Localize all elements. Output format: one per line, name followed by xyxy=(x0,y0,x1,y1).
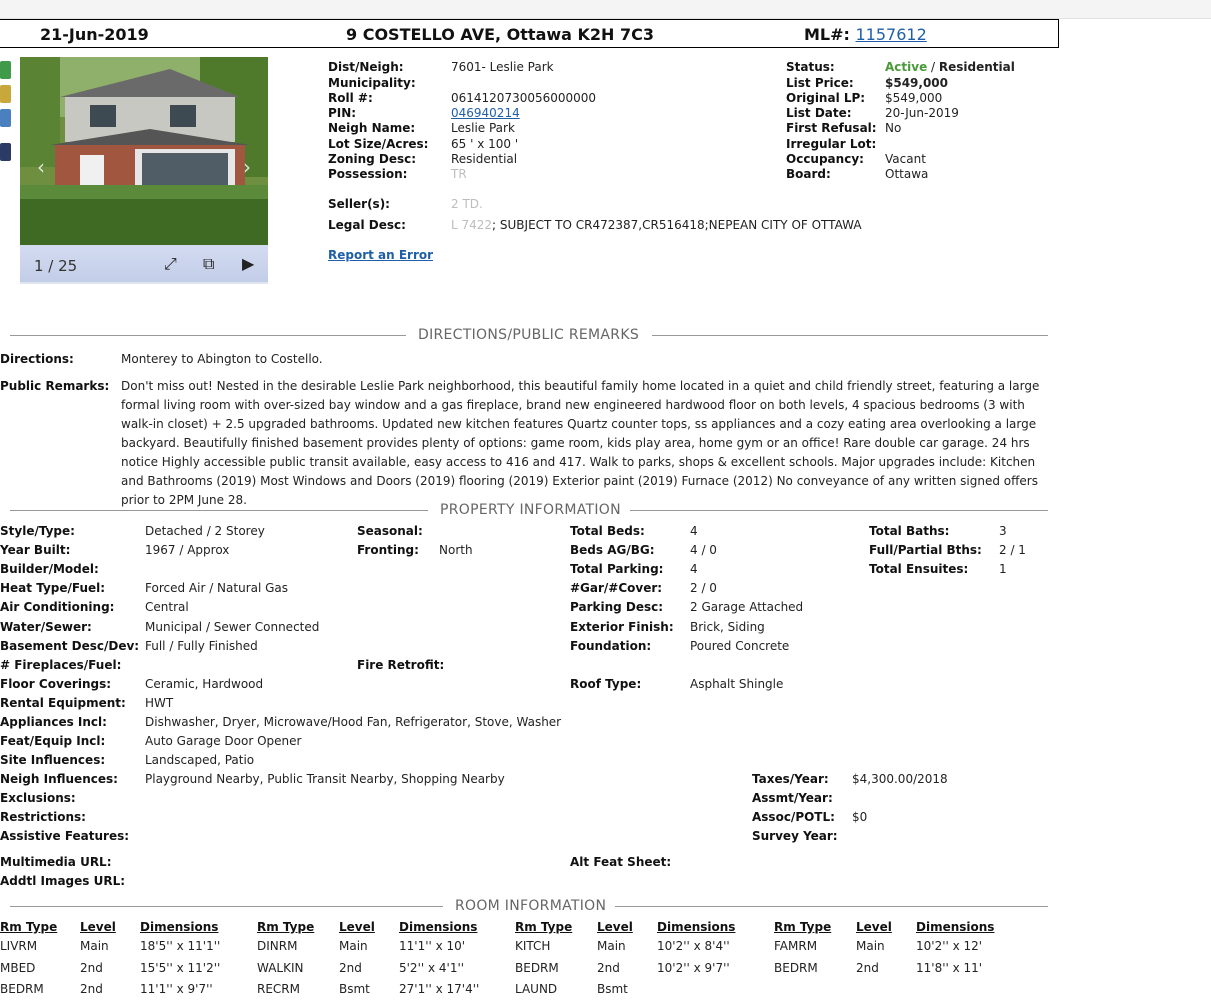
public-remarks-value: Don't miss out! Nested in the desirable Leslie Park neighborhood, this beautiful family home located in a quiet and child friendly street, featuring a large formal living room with over-sized bay window and a gas fireplace, brand new engineered hardwood floor on both levels, 4 spacious bedrooms (3 with walk-in closet) + 2.5 upgraded bathrooms. Updated new kitchen features Quartz counter tops, ss appliances and a cozy eating area overlooking a large backyard. Beautifully finished basement provides plenty of options: game room, kids play area, home gym or an office! Rare double car garage. 24 hrs notice Highly accessible public transit available, easy access to 416 and 417. Walk to parks, shops & excellent schools. Major upgrades include: Kitchen and Bathrooms (2019) Most Windows and Doors (2019) flooring (2019) Exterior paint (2019) Furnace (2012) No conveyance of any written signed offers prior to 2PM June 28. xyxy=(121,379,1040,507)
room-level-header: Level xyxy=(339,920,375,934)
status-active: Active xyxy=(885,60,928,74)
parking-desc-label: Parking Desc: xyxy=(570,600,664,614)
section-divider xyxy=(652,335,1048,336)
room-type: KITCH xyxy=(515,939,551,953)
foundation-label: Foundation: xyxy=(570,639,652,653)
property-section-title: PROPERTY INFORMATION xyxy=(440,502,621,518)
foundation-value: Poured Concrete xyxy=(690,639,790,653)
section-divider xyxy=(615,906,1048,907)
directions-section-header xyxy=(0,327,1050,343)
list-price-value: $549,000 xyxy=(885,76,949,90)
feat-equip-value: Auto Garage Door Opener xyxy=(145,734,302,748)
room-dims-header: Dimensions xyxy=(657,920,736,934)
room-dims-header: Dimensions xyxy=(399,920,478,934)
assmt-year-label: Assmt/Year: xyxy=(752,791,833,805)
neigh-name-label: Neigh Name: xyxy=(328,121,416,135)
exclusions-label: Exclusions: xyxy=(0,791,76,805)
air-conditioning-label: Air Conditioning: xyxy=(0,600,115,614)
total-beds-label: Total Beds: xyxy=(570,524,645,538)
total-parking-label: Total Parking: xyxy=(570,562,664,576)
site-influences-label: Site Influences: xyxy=(0,753,106,767)
air-conditioning-value: Central xyxy=(145,600,189,614)
municipality-label: Municipality: xyxy=(328,76,416,90)
section-divider xyxy=(10,335,406,336)
photo-icon[interactable] xyxy=(0,85,11,103)
room-dimensions: 11'1'' x 10' xyxy=(399,939,466,953)
occupancy-value: Vacant xyxy=(885,152,926,166)
room-dimensions: 27'1'' x 17'4'' xyxy=(399,982,480,996)
status-label: Status: xyxy=(786,60,835,74)
board-label: Board: xyxy=(786,167,831,181)
neigh-influences-label: Neigh Influences: xyxy=(0,772,118,786)
public-remarks-label: Public Remarks: xyxy=(0,379,110,393)
room-level: Main xyxy=(339,939,368,953)
room-type: DINRM xyxy=(257,939,298,953)
rental-equipment-label: Rental Equipment: xyxy=(0,696,126,710)
room-dimensions: 15'5'' x 11'2'' xyxy=(140,961,221,975)
taxes-year-value: $4,300.00/2018 xyxy=(852,772,948,786)
history-icon[interactable] xyxy=(0,109,11,127)
room-dimensions: 11'8'' x 11' xyxy=(916,961,983,975)
lot-size-value: 65 ' x 100 ' xyxy=(451,137,519,151)
addtl-images-url-label: Addtl Images URL: xyxy=(0,874,126,888)
legal-desc-text: ; SUBJECT TO CR472387,CR516418;NEPEAN CITY OF OTTAWA xyxy=(492,218,862,232)
room-dimensions: 18'5'' x 11'1'' xyxy=(140,939,221,953)
fronting-value: North xyxy=(439,543,473,557)
beds-ag-bg-value: 4 / 0 xyxy=(690,543,717,557)
dist-neigh-label: Dist/Neigh: xyxy=(328,60,404,74)
room-level: 2nd xyxy=(339,961,362,975)
room-level: 2nd xyxy=(80,982,103,996)
room-level: 2nd xyxy=(856,961,879,975)
room-level: 2nd xyxy=(80,961,103,975)
neigh-name-value: Leslie Park xyxy=(451,121,515,135)
room-level-header: Level xyxy=(856,920,892,934)
gar-cover-value: 2 / 0 xyxy=(690,581,717,595)
room-level: Main xyxy=(856,939,885,953)
assoc-potl-label: Assoc/POTL: xyxy=(752,810,835,824)
appliances-value: Dishwasher, Dryer, Microwave/Hood Fan, Refrigerator, Stove, Washer xyxy=(145,715,562,729)
list-price-label: List Price: xyxy=(786,76,854,90)
roll-value: 0614120730056000000 xyxy=(451,91,597,105)
browser-top-strip xyxy=(0,0,1211,19)
survey-year-label: Survey Year: xyxy=(752,829,838,843)
room-dims-header: Dimensions xyxy=(916,920,995,934)
photo-controls xyxy=(20,245,268,284)
directions-label: Directions: xyxy=(0,352,74,366)
roll-label: Roll #: xyxy=(328,91,373,105)
total-beds-value: 4 xyxy=(690,524,698,538)
site-influences-value: Landscaped, Patio xyxy=(145,753,255,767)
legal-desc-label: Legal Desc: xyxy=(328,218,406,232)
report-date: 21-Jun-2019 xyxy=(40,25,149,44)
full-partial-baths-value: 2 / 1 xyxy=(999,543,1026,557)
board-value: Ottawa xyxy=(885,167,929,181)
room-type: BEDRM xyxy=(515,961,559,975)
floor-coverings-label: Floor Coverings: xyxy=(0,677,112,691)
legal-desc-redacted: L 7422 xyxy=(451,218,493,232)
gar-cover-label: #Gar/#Cover: xyxy=(570,581,663,595)
feat-equip-label: Feat/Equip Incl: xyxy=(0,734,106,748)
total-ensuites-label: Total Ensuites: xyxy=(869,562,969,576)
ml-label: ML#: xyxy=(804,25,850,44)
listing-photo[interactable] xyxy=(20,57,268,245)
room-level-header: Level xyxy=(80,920,116,934)
seasonal-label: Seasonal: xyxy=(357,524,423,538)
exterior-finish-label: Exterior Finish: xyxy=(570,620,674,634)
email-icon[interactable] xyxy=(0,143,11,161)
room-type-header: Rm Type xyxy=(774,920,832,934)
listing-address: 9 COSTELLO AVE, Ottawa K2H 7C3 xyxy=(346,25,655,44)
total-baths-value: 3 xyxy=(999,524,1007,538)
status-sep: / xyxy=(927,60,939,74)
first-refusal-value: No xyxy=(885,121,902,135)
sellers-value: 2 TD. xyxy=(451,197,483,211)
neigh-influences-value: Playground Nearby, Public Transit Nearby, Shopping Nearby xyxy=(145,772,505,786)
room-dimensions: 10'2'' x 9'7'' xyxy=(657,961,730,975)
original-lp-label: Original LP: xyxy=(786,91,866,105)
floor-coverings-value: Ceramic, Hardwood xyxy=(145,677,264,691)
ml-number-link[interactable]: 1157612 xyxy=(855,25,927,44)
fronting-label: Fronting: xyxy=(357,543,419,557)
total-ensuites-value: 1 xyxy=(999,562,1007,576)
room-section-header xyxy=(0,898,1050,914)
year-built-value: 1967 / Approx xyxy=(145,543,230,557)
taxes-year-label: Taxes/Year: xyxy=(752,772,829,786)
report-error-link[interactable]: Report an Error xyxy=(328,248,434,262)
room-dimensions: 10'2'' x 8'4'' xyxy=(657,939,730,953)
directions-value: Monterey to Abington to Costello. xyxy=(121,352,323,366)
heat-type-value: Forced Air / Natural Gas xyxy=(145,581,289,595)
copy-icon[interactable]: ⧉ xyxy=(203,254,215,273)
property-section-header xyxy=(0,502,1050,518)
section-divider xyxy=(10,906,443,907)
possession-label: Possession: xyxy=(328,167,408,181)
pin-label: PIN: xyxy=(328,106,357,120)
rental-equipment-value: HWT xyxy=(145,696,174,710)
multimedia-url-label: Multimedia URL: xyxy=(0,855,112,869)
style-type-value: Detached / 2 Storey xyxy=(145,524,265,538)
map-icon[interactable] xyxy=(0,61,11,79)
first-refusal-label: First Refusal: xyxy=(786,121,877,135)
irregular-lot-label: Irregular Lot: xyxy=(786,137,877,151)
beds-ag-bg-label: Beds AG/BG: xyxy=(570,543,655,557)
fire-retrofit-label: Fire Retrofit: xyxy=(357,658,445,672)
zoning-label: Zoning Desc: xyxy=(328,152,417,166)
water-sewer-label: Water/Sewer: xyxy=(0,620,92,634)
room-type: MBED xyxy=(0,961,36,975)
appliances-label: Appliances Incl: xyxy=(0,715,107,729)
fireplaces-label: # Fireplaces/Fuel: xyxy=(0,658,122,672)
room-dimensions: 11'1'' x 9'7'' xyxy=(140,982,213,996)
sellers-label: Seller(s): xyxy=(328,197,390,211)
section-divider xyxy=(10,510,428,511)
room-level: Main xyxy=(80,939,109,953)
room-type: RECRM xyxy=(257,982,300,996)
room-type-header: Rm Type xyxy=(0,920,58,934)
assistive-features-label: Assistive Features: xyxy=(0,829,130,843)
expand-icon[interactable]: ⤢ xyxy=(164,254,177,273)
directions-section-title: DIRECTIONS/PUBLIC REMARKS xyxy=(418,327,640,343)
lot-size-label: Lot Size/Acres: xyxy=(328,137,429,151)
photo-next-button[interactable]: › xyxy=(243,155,251,179)
room-type: BEDRM xyxy=(774,961,818,975)
occupancy-label: Occupancy: xyxy=(786,152,864,166)
room-type: LIVRM xyxy=(0,939,38,953)
list-date-value: 20-Jun-2019 xyxy=(885,106,959,120)
room-section-title: ROOM INFORMATION xyxy=(455,898,607,914)
heat-type-label: Heat Type/Fuel: xyxy=(0,581,106,595)
room-type: LAUND xyxy=(515,982,558,996)
zoning-value: Residential xyxy=(451,152,518,166)
room-level-header: Level xyxy=(597,920,633,934)
status-value xyxy=(885,60,1015,74)
parking-desc-value: 2 Garage Attached xyxy=(690,600,804,614)
basement-label: Basement Desc/Dev: xyxy=(0,639,140,653)
builder-model-label: Builder/Model: xyxy=(0,562,99,576)
legal-desc-value xyxy=(451,218,862,232)
full-partial-baths-label: Full/Partial Bths: xyxy=(869,543,982,557)
photo-counter: 1 / 25 xyxy=(34,257,78,275)
listing-header xyxy=(0,19,1059,48)
ml-number-field xyxy=(804,25,927,44)
room-type: BEDRM xyxy=(0,982,44,996)
room-level: Main xyxy=(597,939,626,953)
basement-value: Full / Fully Finished xyxy=(145,639,258,653)
year-built-label: Year Built: xyxy=(0,543,71,557)
exterior-finish-value: Brick, Siding xyxy=(690,620,765,634)
style-type-label: Style/Type: xyxy=(0,524,75,538)
pin-link[interactable]: 046940214 xyxy=(451,106,520,120)
room-type: WALKIN xyxy=(257,961,304,975)
restrictions-label: Restrictions: xyxy=(0,810,86,824)
assoc-potl-value: $0 xyxy=(852,810,868,824)
room-dims-header: Dimensions xyxy=(140,920,219,934)
status-type: Residential xyxy=(938,60,1015,74)
list-date-label: List Date: xyxy=(786,106,852,120)
possession-value: TR xyxy=(451,167,467,181)
original-lp-value: $549,000 xyxy=(885,91,943,105)
total-baths-label: Total Baths: xyxy=(869,524,950,538)
dist-neigh-value: 7601- Leslie Park xyxy=(451,60,554,74)
alt-feat-sheet-label: Alt Feat Sheet: xyxy=(570,855,672,869)
room-type: FAMRM xyxy=(774,939,818,953)
room-type-header: Rm Type xyxy=(515,920,573,934)
room-level: 2nd xyxy=(597,961,620,975)
water-sewer-value: Municipal / Sewer Connected xyxy=(145,620,320,634)
room-dimensions: 5'2'' x 4'1'' xyxy=(399,961,465,975)
room-type-header: Rm Type xyxy=(257,920,315,934)
section-divider xyxy=(630,510,1048,511)
roof-type-label: Roof Type: xyxy=(570,677,642,691)
photo-prev-button[interactable]: ‹ xyxy=(37,155,45,179)
room-level: Bsmt xyxy=(597,982,628,996)
roof-type-value: Asphalt Shingle xyxy=(690,677,784,691)
room-dimensions: 10'2'' x 12' xyxy=(916,939,983,953)
play-icon[interactable]: ▶ xyxy=(242,254,255,273)
room-level: Bsmt xyxy=(339,982,370,996)
total-parking-value: 4 xyxy=(690,562,698,576)
